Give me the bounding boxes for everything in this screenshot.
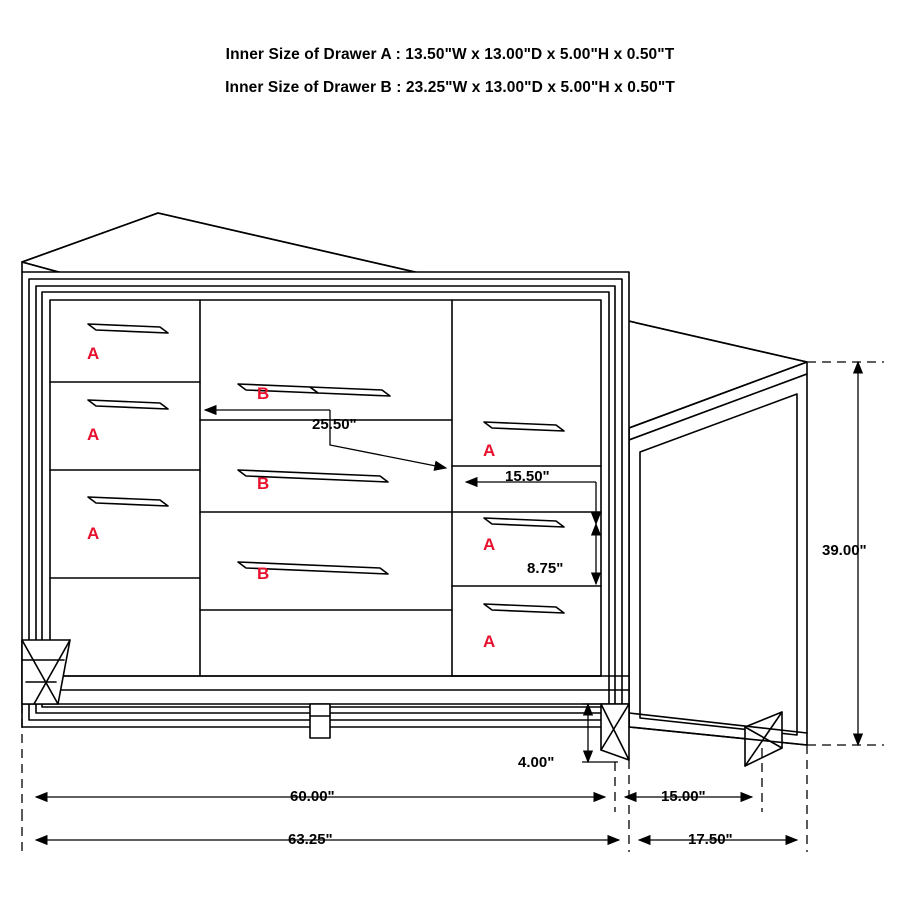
drawer-label-a-5: A [483,535,496,554]
dimension-drawer-height: 8.75" [527,560,564,577]
drawer-label-a-3: A [87,524,100,543]
dimension-depth-side: 15.00" [661,788,706,805]
header-line-drawer-b: Inner Size of Drawer B : 23.25"W x 13.00"D x 5.00"H x 0.50"T [225,79,675,96]
header-line-drawer-a: Inner Size of Drawer A : 13.50"W x 13.00"D x 5.00"H x 0.50"T [225,46,675,63]
drawer-label-a-2: A [87,425,100,444]
dimension-drawer-a-width: 15.50" [505,468,550,485]
dimension-total-depth: 17.50" [688,831,733,848]
drawer-label-b-1: B [257,384,270,403]
dimension-cabinet-width: 60.00" [290,788,335,805]
drawer-label-b-3: B [257,564,270,583]
drawer-label-b-2: B [257,474,270,493]
drawer-label-a-6: A [483,632,496,651]
dimension-total-width: 63.25" [288,831,333,848]
dimension-leg-height: 4.00" [518,754,555,771]
drawer-label-a-4: A [483,441,496,460]
dimension-drawer-b-width: 25.50" [312,416,357,433]
dimension-total-height: 39.00" [822,542,867,559]
drawer-label-a-1: A [87,344,100,363]
